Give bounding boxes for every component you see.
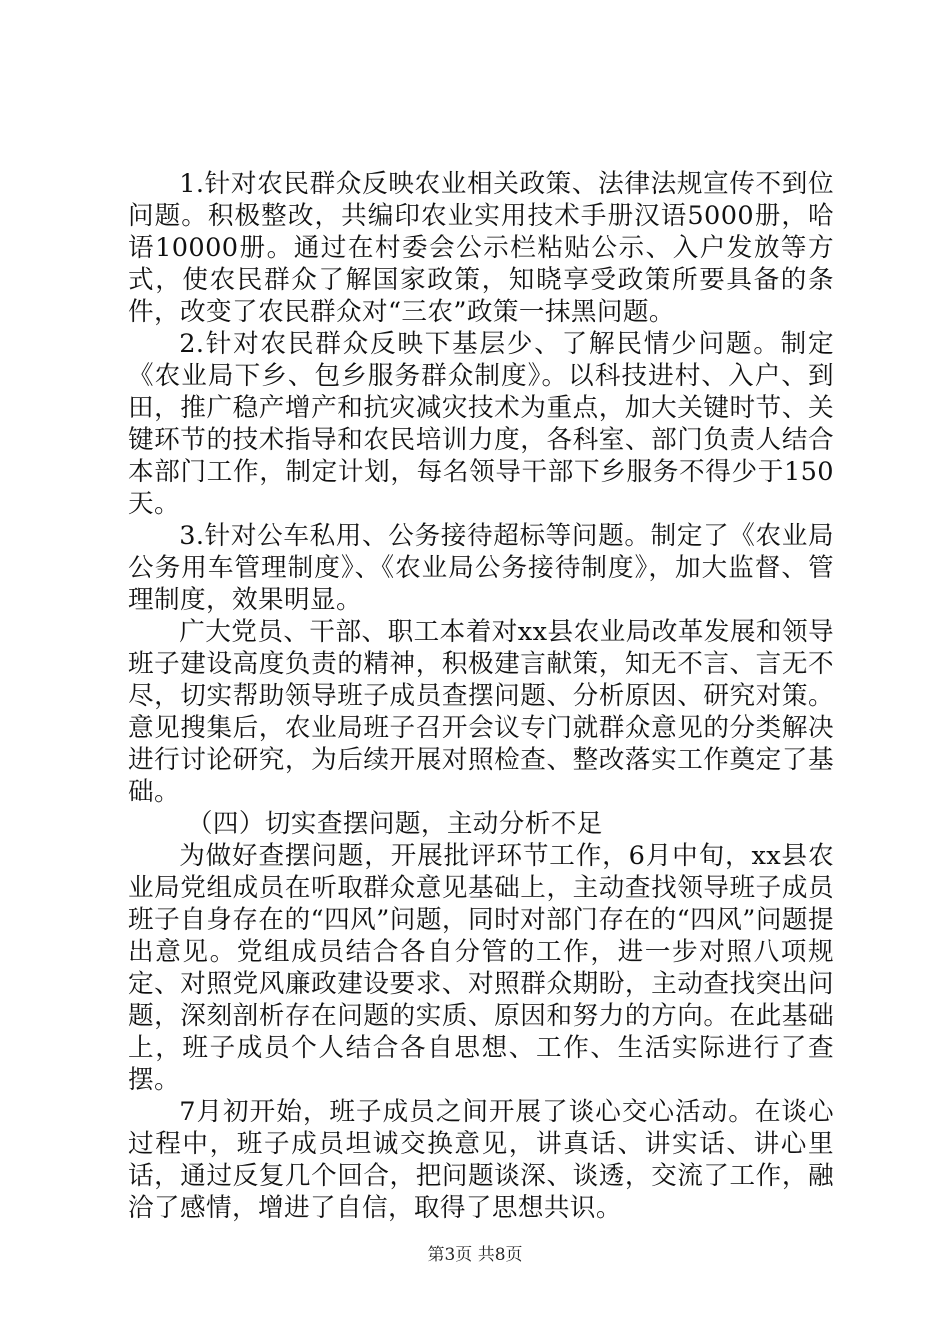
section-heading: （四）切实查摆问题，主动分析不足 (186, 809, 603, 839)
paragraph-item-1: 1.针对农民群众反映农业相关政策、法律法规宣传不到位问题。积极整改，共编印农业实用技术手册汉语5000册，哈语10000册。通过在村委会公示栏粘贴公示、入户发放等方式，使农民群众了解国家政策，知晓享受政策所要具备的条件，改变了农民群众对“三农”政策一抹黑问题。 (128, 169, 834, 327)
page-number: 第3页 共8页 (427, 1245, 523, 1265)
paragraph-item-2: 2.针对农民群众反映下基层少、了解民情少问题。制定《农业局下乡、包乡服务群众制度》。以科技进村、入户、到田，推广稳产增产和抗灾减灾技术为重点，加大关键时节、关键环节的技术指导和农民培训力度，各科室、部门负责人结合本部门工作，制定计划，每名领导干部下乡服务不得少于150天。 (128, 329, 834, 519)
document-body (128, 168, 834, 1224)
paragraph-item-3: 3.针对公车私用、公务接待超标等问题。制定了《农业局公务用车管理制度》、《农业局公务接待制度》，加大监督、管理制度，效果明显。 (128, 521, 834, 615)
paragraph-problem-review: 为做好查摆问题，开展批评环节工作，6月中旬，xx县农业局党组成员在听取群众意见基础上，主动查找领导班子成员班子自身存在的“四风”问题，同时对部门存在的“四风”问题提出意见。党组成员结合各自分管的工作，进一步对照八项规定、对照党风廉政建设要求、对照群众期盼，主动查找突出问题，深刻剖析存在问题的实质、原因和努力的方向。在此基础上，班子成员个人结合各自思想、工作、生活实际进行了查摆。 (128, 841, 834, 1095)
paragraph-heart-to-heart: 7月初开始，班子成员之间开展了谈心交心活动。在谈心过程中，班子成员坦诚交换意见，讲真话、讲实话、讲心里话，通过反复几个回合，把问题谈深、谈透，交流了工作，融洽了感情，增进了自信，取得了思想共识。 (128, 1097, 834, 1223)
paragraph-feedback-summary: 广大党员、干部、职工本着对xx县农业局改革发展和领导班子建设高度负责的精神，积极建言献策，知无不言、言无不尽，切实帮助领导班子成员查摆问题、分析原因、研究对策。意见搜集后，农业局班子召开会议专门就群众意见的分类解决进行讨论研究，为后续开展对照检查、整改落实工作奠定了基础。 (128, 617, 834, 807)
